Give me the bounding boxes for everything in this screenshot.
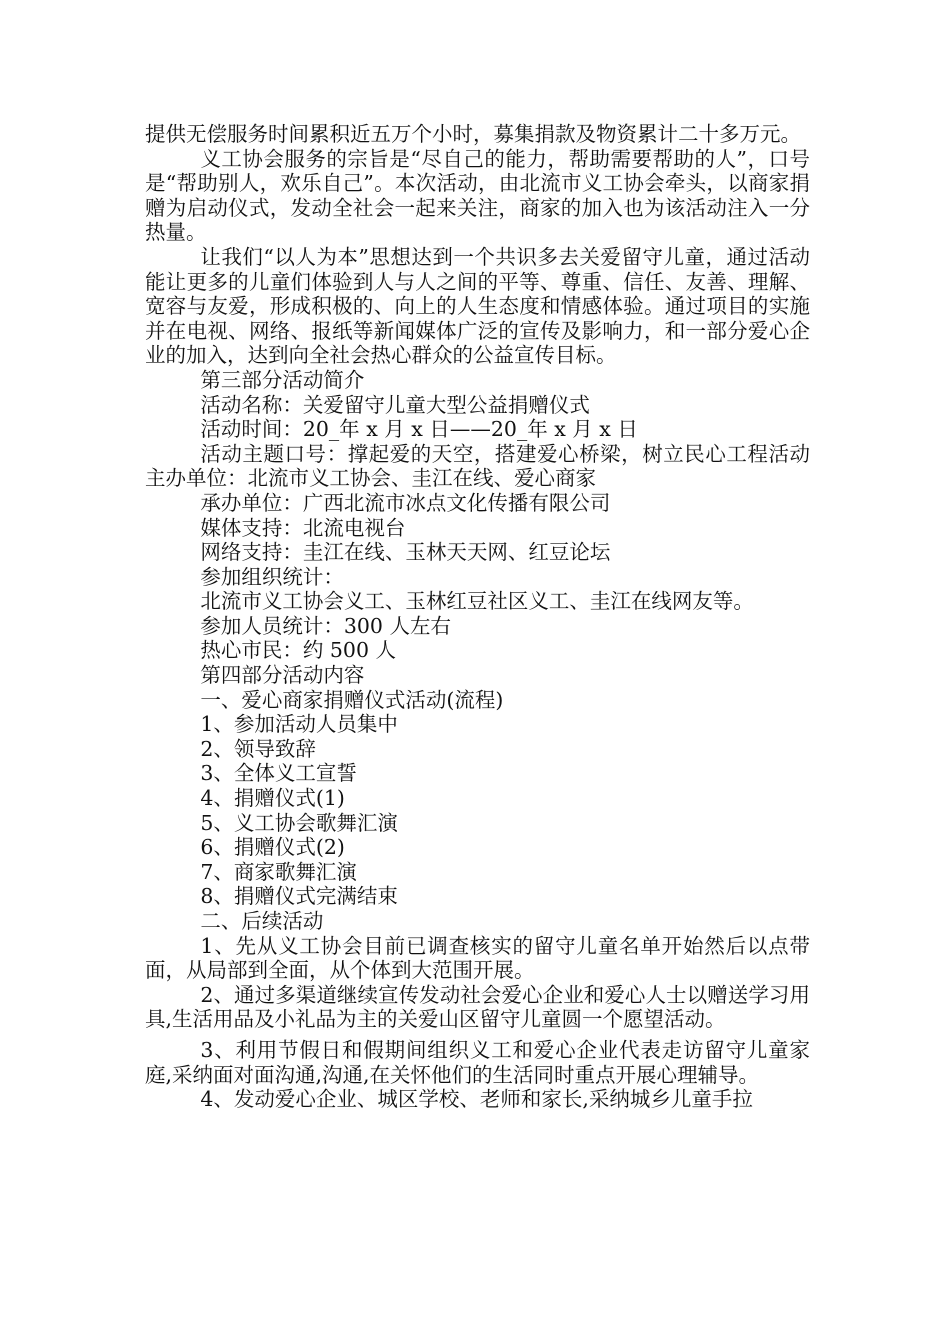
paragraph: 承办单位：广西北流市冰点文化传播有限公司 (200, 490, 611, 515)
paragraph: 4、捐赠仪式(1) (200, 786, 345, 811)
paragraph: 热心市民：约 500 人 (200, 638, 397, 663)
paragraph: 参加人员统计：300 人左右 (200, 613, 451, 638)
paragraph: 活动主题口号：撑起爱的天空，搭建爱心桥梁，树立民心工程活动主办单位：北流市义工协会、圭江在线、爱心商家 (145, 441, 810, 491)
paragraph: 2、领导致辞 (200, 736, 316, 761)
paragraph: 二、后续活动 (200, 909, 324, 933)
paragraph: 义工协会服务的宗旨是“尽自己的能力，帮助需要帮助的人”，口号是“帮助别人，欢乐自己”。本次活动，由北流市义工协会牵头，以商家捐赠为启动仪式，发动全社会一起来关注，商家的加入也为该活动注入一分热量。 (145, 146, 810, 245)
paragraph: 5、义工协会歌舞汇演 (200, 810, 398, 835)
paragraph: 一、爱心商家捐赠仪式活动(流程) (200, 687, 504, 712)
paragraph: 让我们“以人为本”思想达到一个共识多去关爱留守儿童，通过活动能让更多的儿童们体验到人与人之间的平等、尊重、信任、友善、理解、宽容与友爱，形成积极的、向上的人生态度和情感体验。通过项目的实施并在电视、网络、报纸等新闻媒体广泛的宣传及影响力，和一部分爱心企业的加入，达到向全社会热心群众的公益宣传目标。 (145, 244, 810, 368)
paragraph: 1、先从义工协会目前已调查核实的留守儿童名单开始然后以点带面，从局部到全面，从个体到大范围开展。 (145, 933, 810, 983)
paragraph: 活动名称：关爱留守儿童大型公益捐赠仪式 (200, 392, 590, 417)
paragraph: 网络支持：圭江在线、玉林天天网、红豆论坛 (200, 540, 611, 565)
paragraph: 第三部分活动简介 (200, 367, 365, 392)
paragraph: 3、全体义工宣誓 (200, 761, 357, 786)
paragraph: 8、捐赠仪式完满结束 (200, 884, 398, 909)
paragraph: 北流市义工协会义工、玉林红豆社区义工、圭江在线网友等。 (200, 589, 754, 614)
paragraph: 1、参加活动人员集中 (200, 712, 398, 737)
document-body (145, 122, 810, 1112)
paragraph: 7、商家歌舞汇演 (200, 859, 357, 884)
paragraph: 参加组织统计： (200, 564, 344, 589)
paragraph: 提供无偿服务时间累积近五万个小时，募集捐款及物资累计二十多万元。 (145, 122, 801, 146)
paragraph: 第四部分活动内容 (200, 663, 365, 688)
paragraph: 3、利用节假日和假期间组织义工和爱心企业代表走访留守儿童家庭,采纳面对面沟通,沟通,在关怀他们的生活同时重点开展心理辅导。 (145, 1037, 810, 1087)
paragraph: 活动时间：20_年 x 月 x 日——20_年 x 月 x 日 (200, 417, 638, 442)
paragraph: 2、通过多渠道继续宣传发动社会爱心企业和爱心人士以赠送学习用具,生活用品及小礼品为主的关爱山区留守儿童圆一个愿望活动。 (145, 982, 810, 1032)
paragraph: 4、发动爱心企业、城区学校、老师和家长,采纳城乡儿童手拉 (200, 1087, 753, 1112)
paragraph: 6、捐赠仪式(2) (200, 835, 345, 860)
paragraph: 媒体支持：北流电视台 (200, 515, 406, 540)
